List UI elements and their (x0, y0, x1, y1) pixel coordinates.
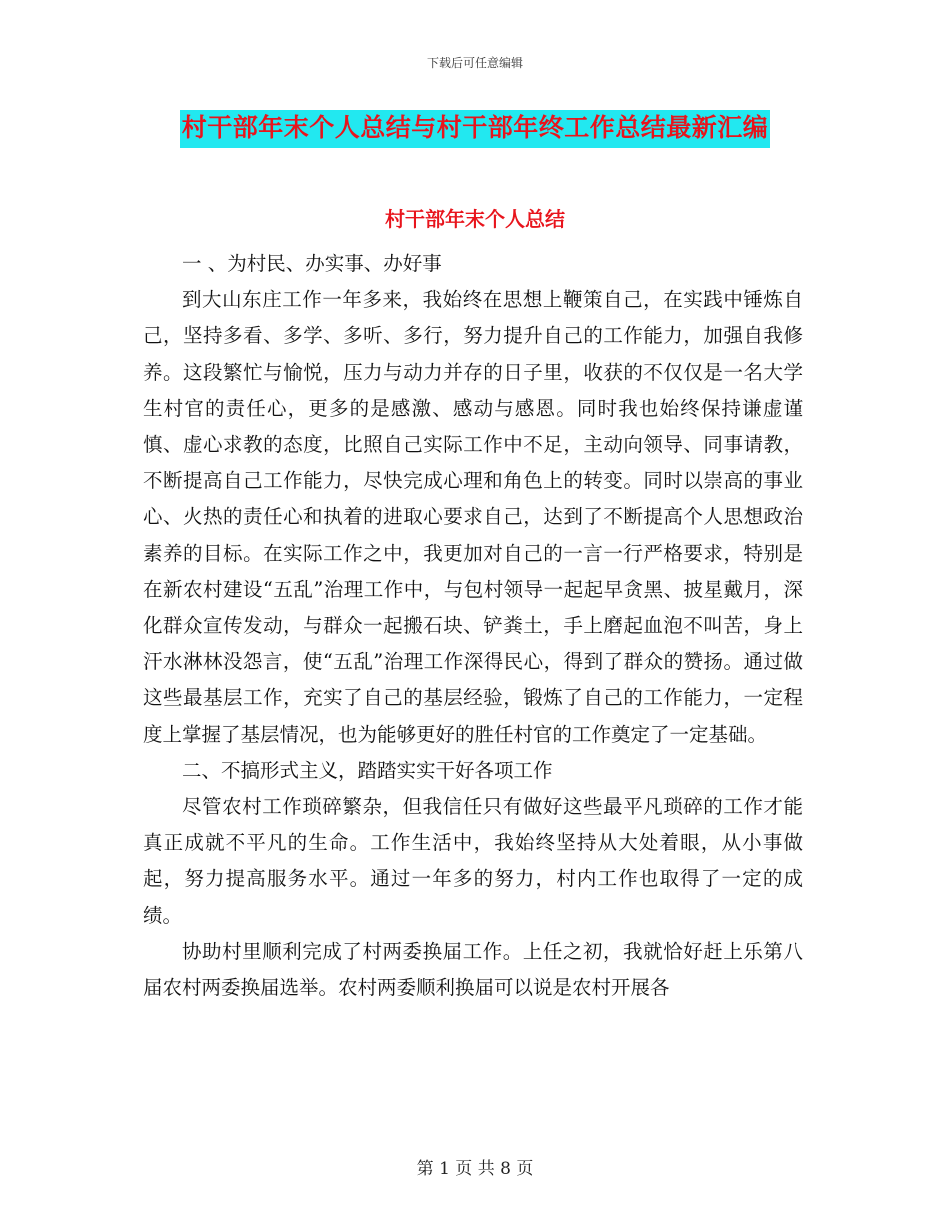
body-paragraph-2: 尽管农村工作琐碎繁杂，但我信任只有做好这些最平凡琐碎的工作才能真正成就不平凡的生命。工作生活中，我始终坚持从大处着眼，从小事做起，努力提高服务水平。通过一年多的努力，村内工作也取得了一定的成绩。 (143, 795, 803, 927)
section-heading-2: 二、不搞形式主义，踏踏实实干好各项工作 (182, 758, 553, 782)
page-number: 第 1 页 共 8 页 (416, 1159, 534, 1179)
body-paragraph-1: 到大山东庄工作一年多来，我始终在思想上鞭策自己，在实践中锤炼自己，坚持多看、多学、多听、多行，努力提升自己的工作能力，加强自我修养。这段繁忙与愉悦，压力与动力并存的日子里，收获的不仅仅是一名大学生村官的责任心，更多的是感激、感动与感恩。同时我也始终保持谦虚谨慎、虚心求教的态度，比照自己实际工作中不足，主动向领导、同事请教，不断提高自己工作能力，尽快完成心理和角色上的转变。同时以崇高的事业心、火热的责任心和执着的进取心要求自己，达到了不断提高个人思想政治素养的目标。在实际工作之中，我更加对自己的一言一行严格要求，特别是在新农村建设“五乱”治理工作中，与包村领导一起起早贪黑、披星戴月，深化群众宣传发动，与群众一起搬石块、铲粪土，手上磨起血泡不叫苦，身上汗水淋林没怨言，使“五乱”治理工作深得民心，得到了群众的赞扬。通过做这些最基层工作，充实了自己的基层经验，锻炼了自己的工作能力，一定程度上掌握了基层情况，也为能够更好的胜任村官的工作奠定了一定基础。 (143, 288, 803, 746)
section-heading-1: 一 、为村民、办实事、办好事 (182, 252, 442, 275)
body-paragraph-3: 协助村里顺利完成了村两委换届工作。上任之初，我就恰好赶上乐第八届农村两委换届选举。农村两委顺利换届可以说是农村开展各 (143, 939, 803, 1000)
document-body (143, 246, 803, 1006)
header-note: 下载后可任意编辑 (426, 56, 523, 70)
title-container (0, 110, 950, 148)
section-title: 村干部年末个人总结 (385, 207, 565, 231)
document-title: 村干部年末个人总结与村干部年终工作总结最新汇编 (180, 110, 771, 148)
